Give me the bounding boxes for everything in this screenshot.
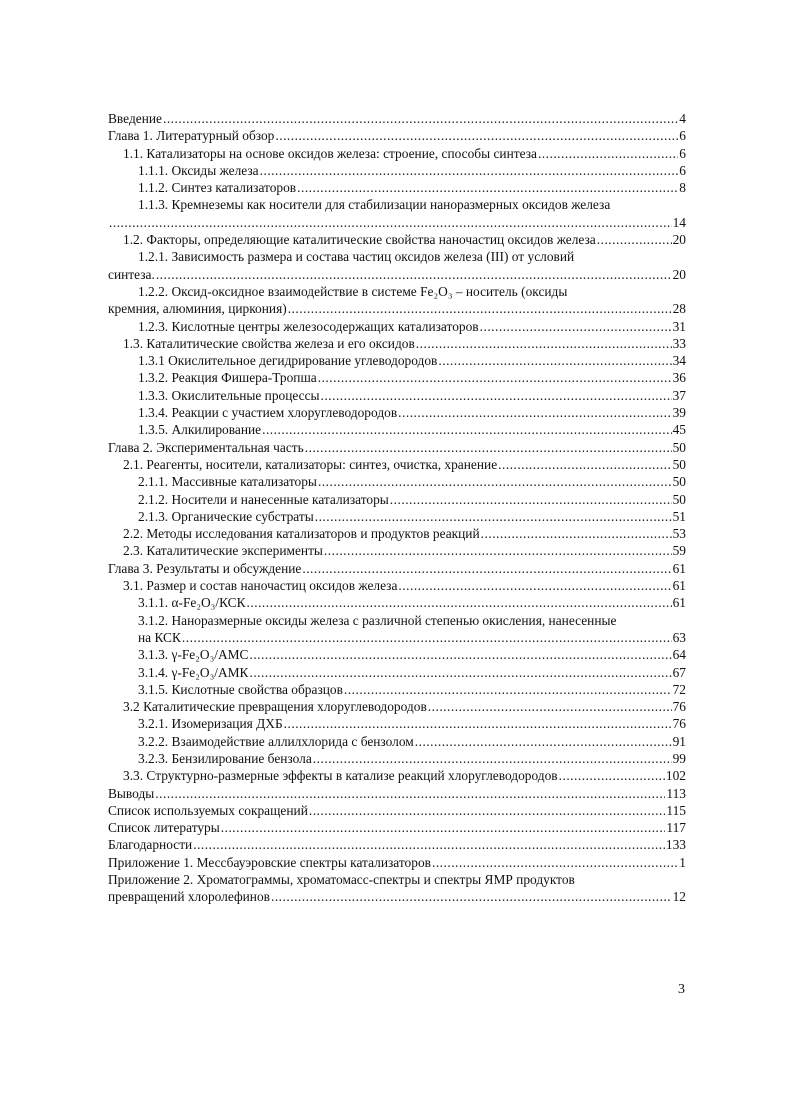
toc-entry-title: Благодарности [108,837,193,853]
toc-entry-title-first-line: 1.2.1. Зависимость размера и состава частиц оксидов железа (III) от условий [138,249,575,265]
dot-leader [344,681,672,698]
toc-entry-page: 113 [666,785,686,801]
dot-leader [313,750,672,767]
toc-entry [108,681,686,698]
dot-leader [318,369,672,386]
dot-leader [182,629,672,646]
toc-entry [108,456,686,473]
toc-entry [108,283,686,318]
dot-leader [318,473,672,490]
toc-entry-page: 91 [672,733,686,749]
toc-entry [108,231,686,248]
dot-leader [428,698,672,715]
toc-entry-title: 1.3.3. Окислительные процессы [138,387,320,403]
toc-entry-page: 64 [672,647,686,663]
toc-entry [108,767,686,784]
dot-leader [597,231,672,248]
toc-entry-page: 14 [672,214,686,230]
toc-entry-title: 1.3.2. Реакция Фишера-Тропша [138,370,317,386]
dot-leader [297,179,678,196]
toc-entry-page: 31 [672,318,686,334]
toc-entry-title: Глава 2. Экспериментальная часть [108,439,304,455]
toc-entry-title: 1.3.5. Алкилирование [138,422,262,438]
toc-entry-page: 50 [672,456,686,472]
toc-entry [108,335,686,352]
toc-entry-page: 61 [672,595,686,611]
toc-entry [108,179,686,196]
toc-entry [108,819,686,836]
toc-entry [108,196,686,231]
dot-leader [480,318,672,335]
toc-entry [108,733,686,750]
toc-entry-page: 34 [672,353,686,369]
toc-entry-page: 51 [672,508,686,524]
toc-entry-title-first-line: 1.2.2. Оксид-оксидное взаимодействие в системе Fe₂O₃ – носитель (оксиды [138,283,568,299]
toc-entry-title: Приложение 1. Мессбауэровские спектры катализаторов [108,854,431,870]
toc-entry-page: 45 [672,422,686,438]
toc-entry-title: Глава 3. Результаты и обсуждение [108,560,302,576]
dot-leader [309,802,666,819]
toc-entry [108,664,686,681]
dot-leader [432,854,678,871]
toc-entry-page: 36 [672,370,686,386]
toc-entry-page: 6 [679,128,686,144]
toc-entry-page: 61 [672,578,686,594]
toc-entry [108,525,686,542]
toc-entry [108,612,686,647]
toc-entry-page: 1 [679,854,686,870]
toc-entry-title: 1.1.2. Синтез катализаторов [138,180,297,196]
toc-entry-title: 3.1.4. γ-Fe₂O₃/АМК [138,664,249,680]
dot-leader [249,664,671,681]
dot-leader [415,733,672,750]
toc-entry-title: 1.3.1 Окислительное дегидрирование углеводородов [138,353,438,369]
toc-entry [108,750,686,767]
toc-entry-title: 3.3. Структурно-размерные эффекты в катализе реакций хлоруглеводородов [123,768,558,784]
toc-entry-page: 72 [672,681,686,697]
toc-entry [108,698,686,715]
toc-entry [108,369,686,386]
toc-entry-title: 3.2 Каталитические превращения хлоруглеводородов [123,699,427,715]
toc-entry-title: Список литературы [108,820,220,836]
toc-entry-title: Выводы [108,785,155,801]
toc-entry-page: 50 [672,474,686,490]
toc-entry [108,110,686,127]
toc-entry-title: превращений хлоролефинов [108,889,270,905]
toc-entry-page: 37 [672,387,686,403]
dot-leader [438,352,671,369]
toc-entry-title: 1.2.3. Кислотные центры железосодержащих катализаторов [138,318,479,334]
dot-leader [498,456,671,473]
toc-entry [108,560,686,577]
toc-entry-page: 76 [672,699,686,715]
toc-entry-title: 2.1.3. Органические субстраты [138,508,314,524]
dot-leader [321,387,672,404]
toc-entry-title: на КСК [138,629,181,645]
toc-entry [108,715,686,732]
toc-entry [108,508,686,525]
toc-entry-page: 76 [672,716,686,732]
toc-entry-page: 12 [672,889,686,905]
toc-entry-title: Введение [108,111,162,126]
toc-entry [108,542,686,559]
dot-leader [284,715,672,732]
toc-entry-title: 1.3.4. Реакции с участием хлоруглеводородов [138,405,398,421]
toc-entry-title: 1.3. Каталитические свойства железа и его оксидов [123,335,415,351]
toc-entry-title-first-line: 3.1.2. Наноразмерные оксиды железа с различной степенью окисления, нанесенные [138,612,617,628]
dot-leader [193,836,665,853]
toc-entry-title: Глава 1. Литературный обзор [108,128,275,144]
toc-entry [108,404,686,421]
toc-entry [108,127,686,144]
toc-entry-title: 3.1.5. Кислотные свойства образцов [138,681,343,697]
toc-entry-page: 102 [665,768,686,784]
toc-entry-title: 2.1.1. Массивные катализаторы [138,474,317,490]
dot-leader [262,421,672,438]
toc-entry [108,646,686,663]
toc-entry-page: 8 [679,180,686,196]
toc-entry [108,439,686,456]
toc-entry-page: 99 [672,750,686,766]
toc-entry-title: 1.1.1. Оксиды железа [138,162,259,178]
toc-entry [108,421,686,438]
toc-entry-title: 3.1. Размер и состав наночастиц оксидов железа [123,578,398,594]
toc-entry-page: 6 [679,162,686,178]
toc-entry [108,594,686,611]
dot-leader [481,525,672,542]
toc-entry-page: 6 [679,145,686,161]
toc-entry [108,473,686,490]
toc-entry-page: 4 [679,111,686,126]
toc-entry [108,248,686,283]
toc-entry-page: 133 [665,837,686,853]
toc-entry-title: 3.1.1. α-Fe₂O₃/КСК [138,595,246,611]
toc-entry [108,352,686,369]
dot-leader [260,162,679,179]
toc-entry [108,318,686,335]
toc-entry-title-first-line: Приложение 2. Хроматограммы, хроматомасс-спектры и спектры ЯМР продуктов [108,872,575,888]
dot-leader [315,508,672,525]
dot-leader [538,145,678,162]
toc-entry-title: синтеза. [108,266,155,282]
toc-entry-title: 3.2.1. Изомеризация ДХБ [138,716,283,732]
dot-leader [109,214,672,231]
toc-entry-title-first-line: 1.1.3. Кремнеземы как носители для стабилизации наноразмерных оксидов железа [138,197,611,213]
toc-entry-page: 53 [672,526,686,542]
toc-entry-title: Список используемых сокращений [108,802,308,818]
dot-leader [559,767,665,784]
toc-entry-title: 3.2.3. Бензилирование бензола [138,750,312,766]
dot-leader [390,491,672,508]
toc-entry-page: 28 [672,301,686,317]
dot-leader [275,127,678,144]
dot-leader [156,266,672,283]
dot-leader [288,300,672,317]
dot-leader [305,439,672,456]
toc-entry-page: 33 [672,335,686,351]
toc-entry-page: 50 [672,439,686,455]
toc-entry-title: 2.3. Каталитические эксперименты [123,543,323,559]
toc-entry-title: 1.1. Катализаторы на основе оксидов железа: строение, способы синтеза [123,145,537,161]
toc-entry [108,491,686,508]
dot-leader [247,594,672,611]
dot-leader [271,888,672,905]
toc-entry [108,162,686,179]
toc-entry [108,854,686,871]
toc-entry-title: 2.2. Методы исследования катализаторов и продуктов реакций [123,526,480,542]
toc-entry-title: 2.1.2. Носители и нанесенные катализаторы [138,491,389,507]
toc-entry-page: 20 [672,232,686,248]
toc-entry-page: 61 [672,560,686,576]
toc-entry-title: кремния, алюминия, циркония) [108,301,287,317]
toc-entry [108,785,686,802]
toc-entry-page: 39 [672,405,686,421]
dot-leader [302,560,671,577]
dot-leader [249,646,671,663]
toc-entry-page: 67 [672,664,686,680]
toc-entry [108,145,686,162]
toc-entry-title: 3.2.2. Взаимодействие аллилхлорида с бензолом [138,733,414,749]
dot-leader [416,335,672,352]
toc-entry-title: 2.1. Реагенты, носители, катализаторы: синтез, очистка, хранение [123,456,498,472]
toc-entry [108,871,686,906]
page-number: 3 [678,982,685,997]
toc-entry-title: 3.1.3. γ-Fe₂O₃/АМС [138,647,249,663]
toc-entry [108,802,686,819]
toc-entry-page: 115 [666,802,686,818]
table-of-contents [108,110,686,906]
dot-leader [155,785,665,802]
dot-leader [221,819,666,836]
toc-entry [108,387,686,404]
toc-entry [108,836,686,853]
dot-leader [324,542,672,559]
toc-entry-title: 1.2. Факторы, определяющие каталитические свойства наночастиц оксидов железа [123,232,596,248]
toc-entry-page: 63 [672,629,686,645]
dot-leader [398,404,671,421]
toc-entry [108,577,686,594]
dot-leader [398,577,671,594]
toc-entry-page: 20 [672,266,686,282]
dot-leader [163,110,678,127]
toc-entry-page: 117 [666,820,686,836]
toc-entry-page: 50 [672,491,686,507]
toc-entry-page: 59 [672,543,686,559]
